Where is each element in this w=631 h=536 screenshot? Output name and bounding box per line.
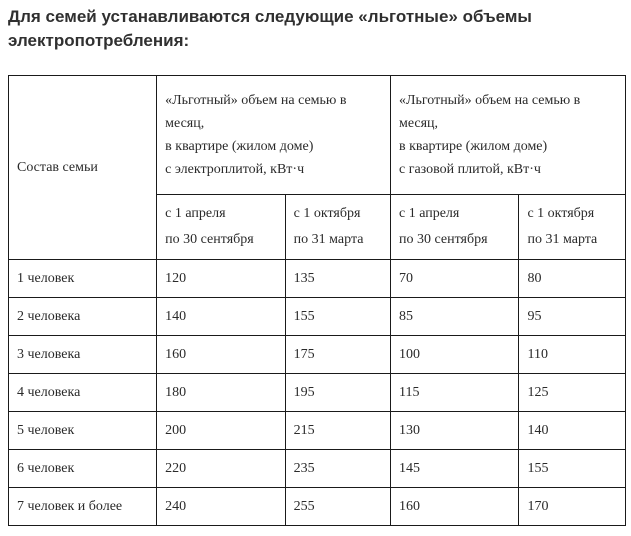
value-cell: 155 [285,298,390,336]
page-heading [8,5,608,53]
period-line: с 1 апреля [398,206,460,221]
value-cell: 115 [390,374,518,412]
electricity-allowance-table [8,75,626,526]
value-cell: 160 [390,488,518,526]
table-row [9,412,626,450]
value-cell: 80 [519,260,626,298]
period-header-electric-winter [285,195,390,260]
electric-header-line-3: в квартире (жилом доме) [165,139,314,154]
value-cell: 160 [157,336,285,374]
value-cell: 215 [285,412,390,450]
table-row [9,450,626,488]
value-cell: 140 [519,412,626,450]
table-row [9,336,626,374]
period-line: по 31 марта [293,232,364,247]
value-cell: 195 [285,374,390,412]
value-cell: 175 [285,336,390,374]
gas-header-line-2: месяц, [398,116,439,131]
table-row [9,298,626,336]
value-cell: 100 [390,336,518,374]
value-cell: 125 [519,374,626,412]
value-cell: 200 [157,412,285,450]
table-row [9,260,626,298]
table-header-row [9,76,626,195]
period-header-gas-summer [390,195,518,260]
value-cell: 220 [157,450,285,488]
period-header-electric-summer [157,195,285,260]
family-composition-header: Состав семьи [9,76,157,260]
period-line: по 30 сентября [398,232,488,247]
value-cell: 135 [285,260,390,298]
value-cell: 240 [157,488,285,526]
table-row [9,374,626,412]
period-line: с 1 октября [527,206,595,221]
family-size-cell: 7 человек и более [9,488,157,526]
value-cell: 95 [519,298,626,336]
heading-line-1: Для семей устанавливаются следующие «льготные» объемы [8,7,532,26]
value-cell: 180 [157,374,285,412]
family-size-cell: 6 человек [9,450,157,488]
electric-header-line-4: с электроплитой, кВт·ч [165,162,305,177]
period-line: с 1 октября [293,206,361,221]
electric-header-line-2: месяц, [165,116,205,131]
value-cell: 255 [285,488,390,526]
heading-line-2: электропотребления: [8,31,190,50]
value-cell: 120 [157,260,285,298]
period-header-gas-winter [519,195,626,260]
value-cell: 170 [519,488,626,526]
family-size-cell: 3 человека [9,336,157,374]
value-cell: 155 [519,450,626,488]
family-size-cell: 2 человека [9,298,157,336]
gas-header-line-3: в квартире (жилом доме) [398,139,548,154]
value-cell: 110 [519,336,626,374]
gas-header-line-1: «Льготный» объем на семью в [398,93,581,108]
family-size-cell: 5 человек [9,412,157,450]
value-cell: 70 [390,260,518,298]
period-line: с 1 апреля [165,206,226,221]
value-cell: 85 [390,298,518,336]
electric-stove-group-header [157,76,391,195]
value-cell: 235 [285,450,390,488]
table-row [9,488,626,526]
gas-stove-group-header [390,76,625,195]
family-size-cell: 1 человек [9,260,157,298]
electric-header-line-1: «Льготный» объем на семью в [165,93,347,108]
period-line: по 31 марта [527,232,598,247]
value-cell: 130 [390,412,518,450]
period-line: по 30 сентября [165,232,254,247]
value-cell: 140 [157,298,285,336]
gas-header-line-4: с газовой плитой, кВт·ч [398,162,541,177]
family-size-cell: 4 человека [9,374,157,412]
value-cell: 145 [390,450,518,488]
